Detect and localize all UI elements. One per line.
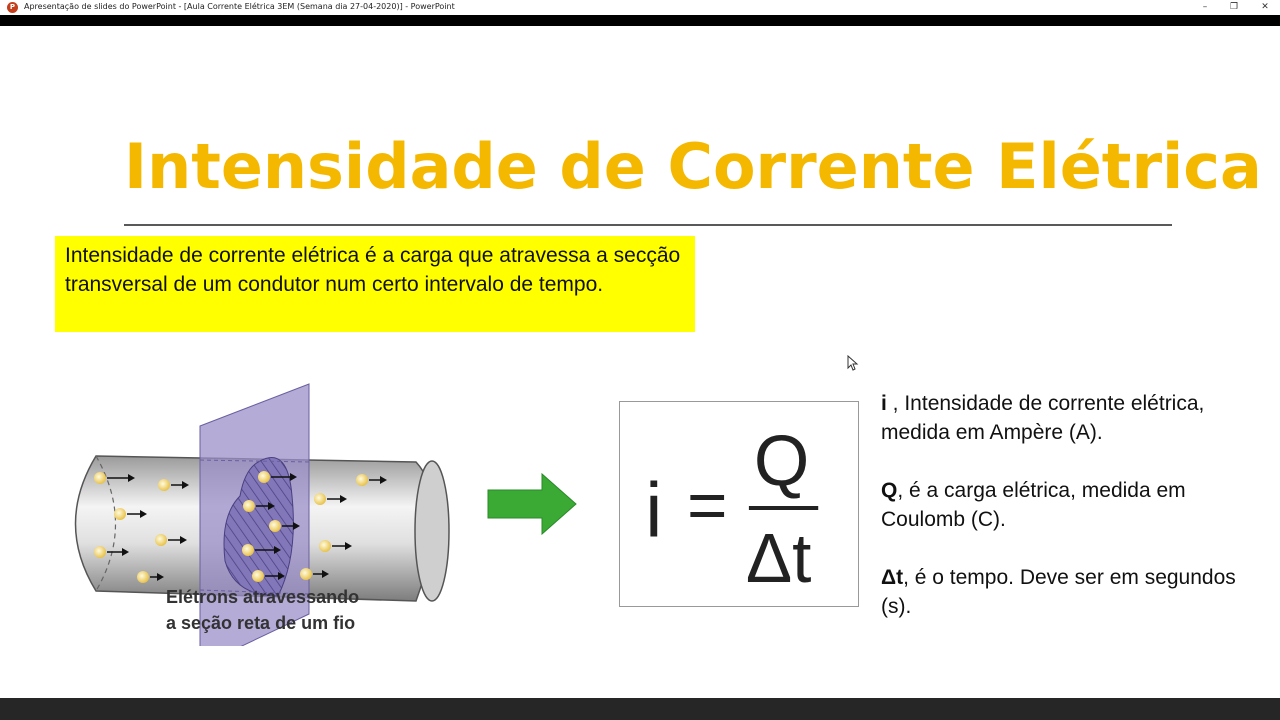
slideshow-top-border xyxy=(0,15,1280,26)
mouse-cursor-icon xyxy=(847,355,859,371)
definition-highlight-box xyxy=(55,236,695,332)
legend-item-dt xyxy=(881,563,1261,621)
legend-symbol: Q xyxy=(881,479,898,502)
figure-caption-line1: Elétrons atravessando xyxy=(166,587,360,607)
legend-text: , Intensidade de corrente elétrica, medida em Ampère (A). xyxy=(881,392,1205,444)
formula-box xyxy=(619,401,859,607)
legend-item-i xyxy=(881,389,1261,447)
window-title: Apresentação de slides do PowerPoint - [Aula Corrente Elétrica 3EM (Semana dia 27-04-2020)] - PowerPoint xyxy=(24,2,455,11)
formula-numerator: Q xyxy=(753,421,810,502)
legend-text: , é a carga elétrica, medida em Coulomb (C). xyxy=(881,479,1186,531)
close-button[interactable]: ✕ xyxy=(1261,2,1269,12)
title-divider xyxy=(124,224,1172,226)
figure-caption xyxy=(166,584,426,636)
slide-title: Intensidade de Corrente Elétrica xyxy=(124,130,1262,203)
powerpoint-icon: P xyxy=(7,2,18,13)
definition-text: Intensidade de corrente elétrica é a carga que atravessa a secção transversal de um condutor num certo intervalo de tempo. xyxy=(65,244,681,296)
slide xyxy=(0,26,1280,698)
formula-lhs: i xyxy=(645,467,663,554)
legend-text: , é o tempo. Deve ser em segundos (s). xyxy=(881,566,1236,618)
figure-caption-line2: a seção reta de um fio xyxy=(166,613,356,633)
legend-item-q xyxy=(881,476,1261,534)
slideshow-bottom-bar xyxy=(0,698,1280,720)
restore-button[interactable]: ❐ xyxy=(1229,2,1239,12)
formula-legend xyxy=(881,389,1261,650)
formula-denominator: Δt xyxy=(745,519,812,598)
minimize-button[interactable]: – xyxy=(1202,2,1208,12)
window-titlebar xyxy=(0,0,1280,15)
right-arrow-icon xyxy=(486,472,578,536)
legend-symbol: i xyxy=(881,392,887,415)
formula-equals: = xyxy=(687,465,728,544)
legend-symbol: Δt xyxy=(881,566,904,589)
